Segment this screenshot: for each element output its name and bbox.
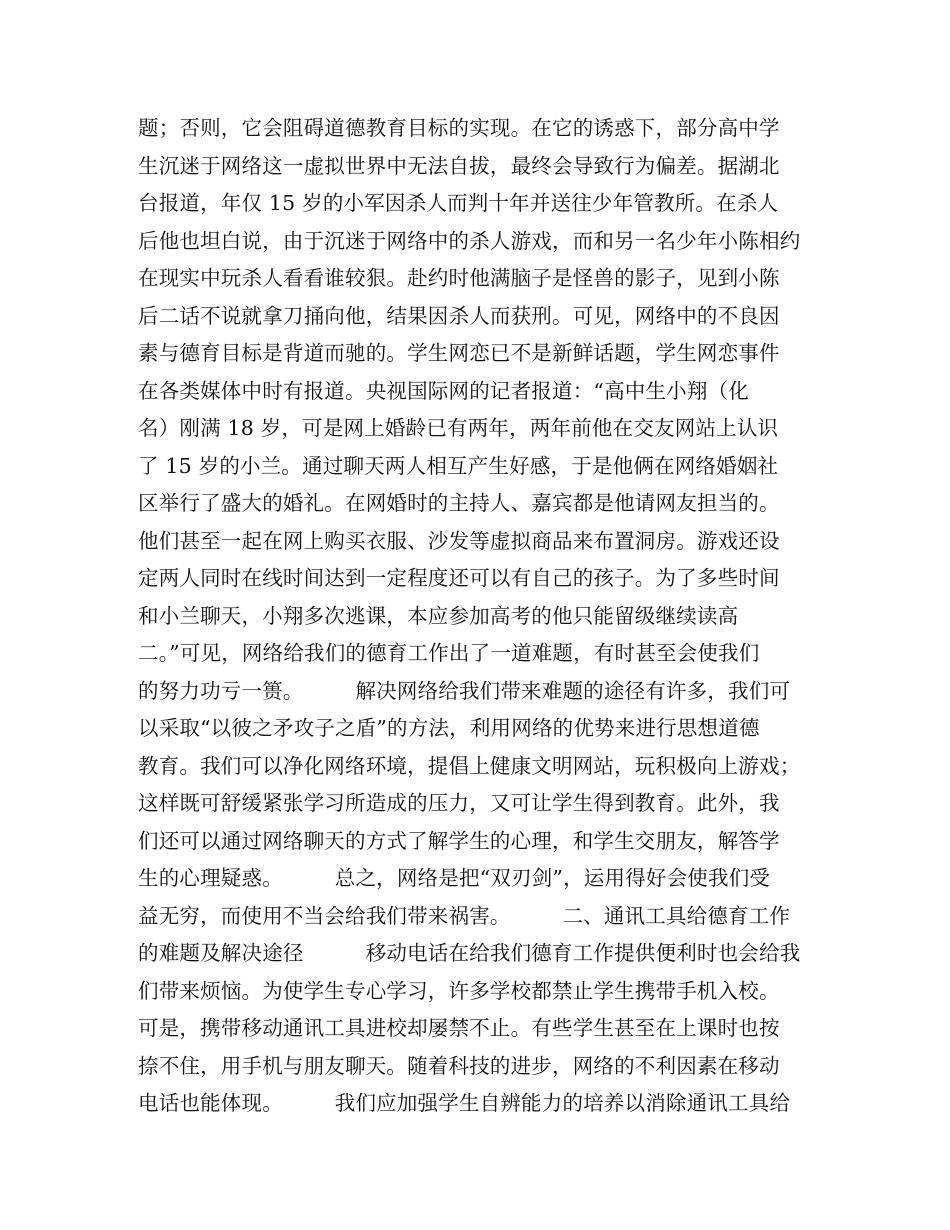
text-line: 定两人同时在线时间达到一定程度还可以有自己的孩子。为了多些时间 bbox=[138, 566, 780, 590]
text-line: 的难题及解决途径 移动电话在给我们德育工作提供便利时也会给我 bbox=[138, 941, 801, 965]
text-line: 们带来烦恼。为使学生专心学习，许多学校都禁止学生携带手机入校。 bbox=[138, 978, 780, 1003]
text-line: 的努力功亏一篑。 解决网络给我们带来难题的途径有许多，我们可 bbox=[138, 678, 791, 703]
text-line: 教育。我们可以净化网络环境，提倡上健康文明网站，玩积极向上游戏； bbox=[138, 753, 801, 778]
text-line: 生沉迷于网络这一虚拟世界中无法自拔，最终会导致行为偏差。据湖北 bbox=[138, 153, 780, 178]
text-line: 在各类媒体中时有报道。央视国际网的记者报道：“高中生小翔（化 bbox=[138, 378, 749, 403]
text-line: 以采取“以彼之矛攻子之盾”的方法，利用网络的优势来进行思想道德 bbox=[138, 716, 760, 740]
text-line: 在现实中玩杀人看看谁较狠。赴约时他满脑子是怪兽的影子，见到小陈 bbox=[138, 266, 780, 290]
text-line: 名）刚满 18 岁，可是网上婚龄已有两年，两年前他在交友网站上认识 bbox=[138, 416, 779, 440]
text-line: 和小兰聊天，小翔多次逃课，本应参加高考的他只能留级继续读高 bbox=[138, 603, 739, 628]
text-line: 台报道，年仅 15 岁的小军因杀人而判十年并送往少年管教所。在杀人 bbox=[138, 191, 779, 215]
text-line: 可是，携带移动通讯工具进校却屡禁不止。有些学生甚至在上课时也按 bbox=[138, 1016, 780, 1040]
body-text bbox=[138, 110, 818, 1123]
text-line: 们还可以通过网络聊天的方式了解学生的心理，和学生交朋友，解答学 bbox=[138, 828, 780, 853]
text-line: 这样既可舒缓紧张学习所造成的压力，又可让学生得到教育。此外，我 bbox=[138, 791, 780, 815]
text-line: 电话也能体现。 我们应加强学生自辨能力的培养以消除通讯工具给 bbox=[138, 1091, 791, 1115]
text-line: 生的心理疑惑。 总之，网络是把“双刃剑”，运用得好会使我们受 bbox=[138, 866, 771, 890]
text-line: 他们甚至一起在网上购买衣服、沙发等虚拟商品来布置洞房。游戏还设 bbox=[138, 528, 780, 553]
text-line: 益无穷，而使用不当会给我们带来祸害。 二、通讯工具给德育工作 bbox=[138, 903, 791, 928]
text-line: 题；否则，它会阻碍道德教育目标的实现。在它的诱惑下，部分高中学 bbox=[138, 116, 780, 140]
text-line: 了 15 岁的小兰。通过聊天两人相互产生好感，于是他俩在网络婚姻社 bbox=[138, 453, 779, 478]
text-line: 区举行了盛大的婚礼。在网婚时的主持人、嘉宾都是他请网友担当的。 bbox=[138, 491, 780, 515]
text-line: 二。”可见，网络给我们的德育工作出了一道难题，有时甚至会使我们 bbox=[138, 641, 760, 665]
text-line: 后二话不说就拿刀捅向他，结果因杀人而获刑。可见，网络中的不良因 bbox=[138, 303, 780, 328]
text-line: 后他也坦白说，由于沉迷于网络中的杀人游戏，而和另一名少年小陈相约 bbox=[138, 228, 801, 253]
text-line: 素与德育目标是背道而驰的。学生网恋已不是新鲜话题，学生网恋事件 bbox=[138, 341, 780, 365]
text-line: 捺不住，用手机与朋友聊天。随着科技的进步，网络的不利因素在移动 bbox=[138, 1053, 780, 1078]
